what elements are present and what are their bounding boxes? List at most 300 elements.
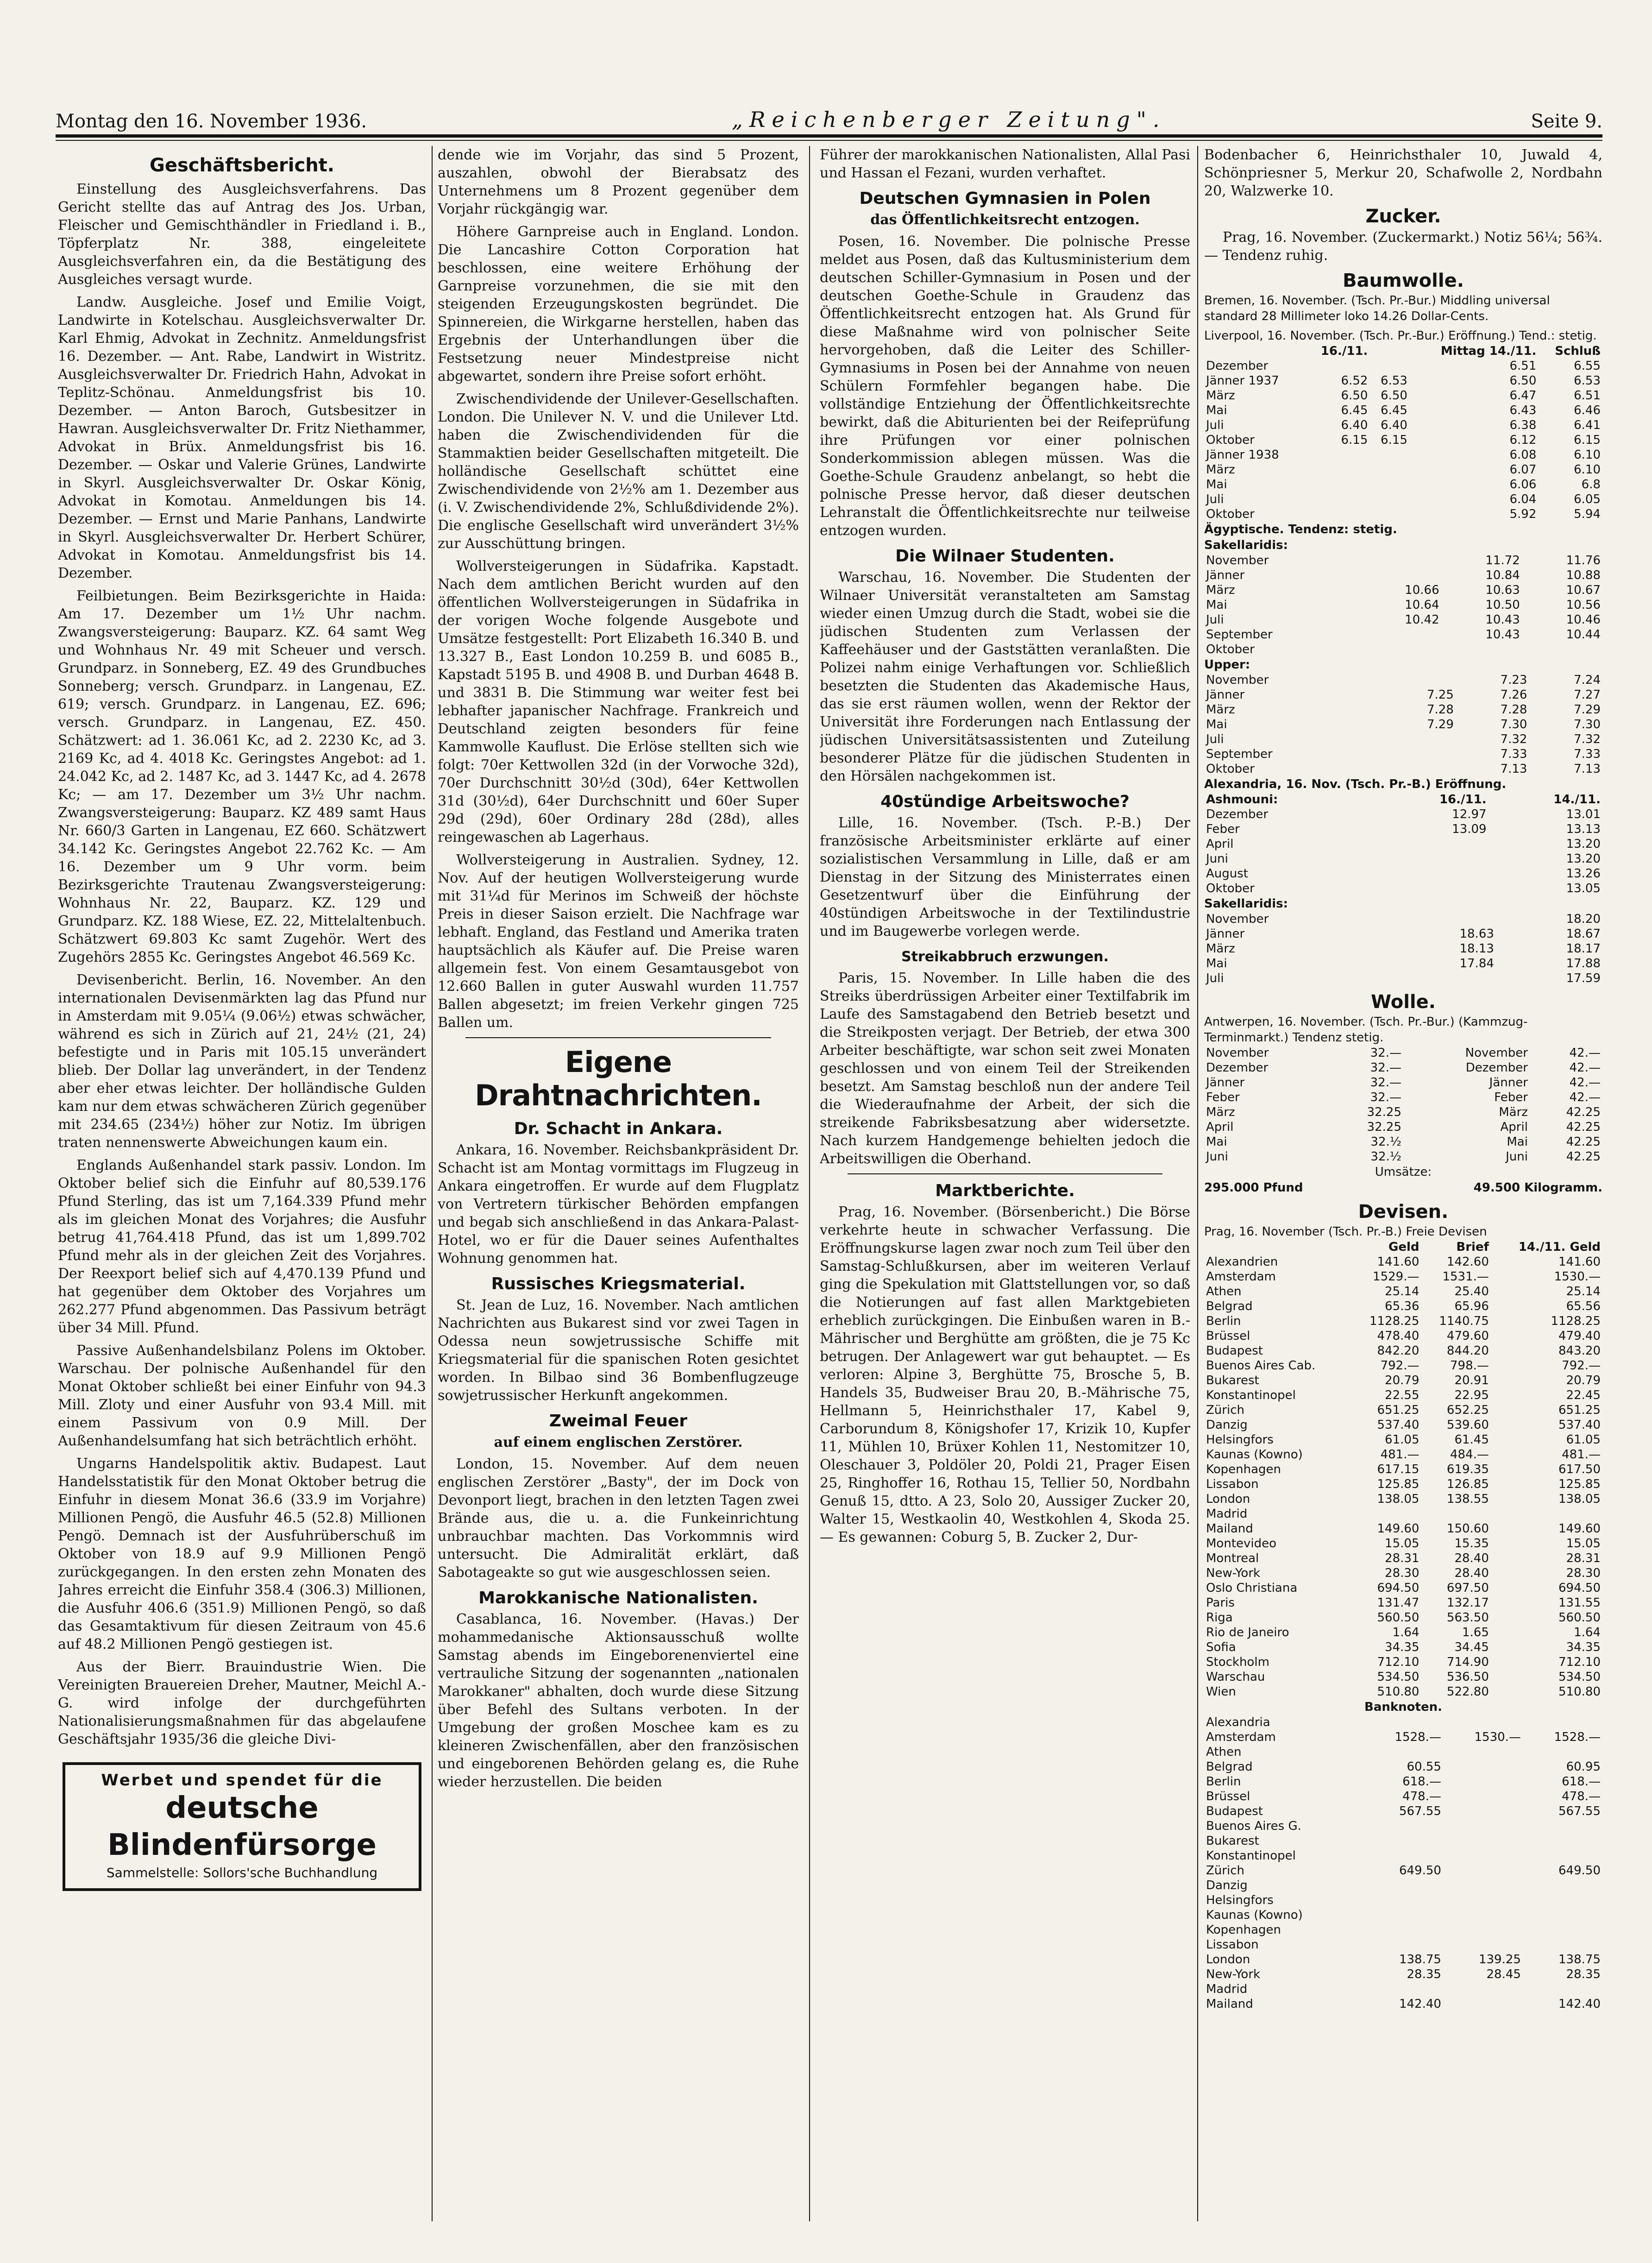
table-cell: November bbox=[1206, 912, 1269, 926]
article-text: Posen, 16. November. Die polnische Presse meldet aus Posen, daß das Kultusministerium dem deutschen Schiller-Gymnasium in Posen und der deutschen Goethe-Schule in Graudenz das Öffentlichkeitsrecht entzogen hat. Als Grund für diese Maßnahme wird von polnischer Seite hervorgehoben, daß die Leiter des Schiller-Gymnasiums in Posen bei der Annahme von neuen Schülern Formfehler begangen habe. Die vollständige Entziehung der Öffentlichkeitsrechte bewirkt, daß die Abiturienten bei der Reifeprüfung ihre Prüfungen vor einer polnischen Sonderkommission ablegen müssen. Was die Goethe-Schule Graudenz anbelangt, so hebt die polnische Presse hervor, daß dieser deutschen Lehranstalt die Öffentlichkeitsrechte nur teilweise entzogen wurden. bbox=[820, 233, 1190, 539]
table-row bbox=[1204, 1640, 1602, 1655]
table-row bbox=[1204, 612, 1602, 627]
table-cell: 13.20 bbox=[1566, 837, 1601, 851]
table-cell: Bukarest bbox=[1206, 1834, 1259, 1848]
table-cell: 138.05 bbox=[1558, 1492, 1601, 1506]
article-text: Paris, 15. November. In Lille haben die des Streiks überdrüssigen Arbeiter einer Textilfabrik im Laufe des Samstagabend den Betrieb besetzt und die Streikposten verjagt. Der Betrieb, der etwa 300 Arbeiter beschäftigte, war schon seit zwei Monaten geschlossen und von einem Teil der Streikenden besetzt. Am Samstag beschloß nun der andere Teil die Wiederaufnahme der Arbeit, der sich die streikende Fabriksbesatzung aber widersetzte. Nach kurzem Handgemenge behielten jedoch die Arbeitswilligen die Oberhand. bbox=[820, 970, 1190, 1167]
table-cell: 7.28 bbox=[1500, 703, 1527, 717]
table-cell bbox=[1369, 507, 1409, 522]
table-cell bbox=[1304, 462, 1369, 477]
article-paragraph: dende wie im Vorjahr, das sind 5 Prozent, auszahlen, obwohl der Bierabsatz des Unternehmens um 8 Prozent gegenüber dem Vorjahr rückgängig war. bbox=[438, 147, 799, 217]
table-cell: 560.50 bbox=[1558, 1611, 1601, 1625]
table-cell: Berlin bbox=[1206, 1314, 1241, 1328]
table-cell: 15.05 bbox=[1385, 1537, 1420, 1551]
table-cell: Mailand bbox=[1206, 1522, 1253, 1536]
table-cell bbox=[1363, 1848, 1443, 1863]
market-note: Antwerpen, 16. November. (Tsch. Pr.-Bur.) (Kammzug-Terminmarkt.) Tendenz stetig. bbox=[1204, 1015, 1528, 1045]
table-cell: Warschau bbox=[1206, 1670, 1265, 1684]
table-cell: 842.20 bbox=[1377, 1344, 1420, 1358]
table-row bbox=[1204, 1908, 1602, 1923]
table-cell: 6.53 bbox=[1574, 374, 1601, 388]
market-text: Prag, 16. November. (Zuckermarkt.) Notiz 56¼; 56¾. — Tendenz ruhig. bbox=[1204, 229, 1602, 264]
table-row bbox=[1204, 1952, 1602, 1967]
table-row bbox=[1204, 433, 1602, 448]
table-cell: 149.60 bbox=[1558, 1522, 1601, 1536]
table-cell: 649.50 bbox=[1558, 1864, 1601, 1878]
table-cell bbox=[1304, 359, 1369, 373]
table-cell bbox=[1441, 642, 1522, 657]
table-row bbox=[1204, 1774, 1602, 1789]
table-cell: 28.40 bbox=[1454, 1551, 1489, 1565]
table-cell: Helsingfors bbox=[1206, 1893, 1274, 1907]
table-row bbox=[1204, 1447, 1602, 1462]
table-cell: 6.50 bbox=[1509, 374, 1537, 388]
table-cell: 20.91 bbox=[1454, 1374, 1489, 1387]
table-cell bbox=[1382, 673, 1456, 687]
table-cell bbox=[1353, 553, 1361, 568]
table-cell bbox=[1373, 687, 1382, 702]
table-cell: Feber bbox=[1206, 822, 1240, 836]
table-cell: 6.40 bbox=[1381, 418, 1407, 432]
table-cell: November bbox=[1465, 1046, 1528, 1060]
table-row bbox=[1204, 1595, 1602, 1610]
table-cell bbox=[1304, 492, 1369, 507]
table-header bbox=[1204, 1240, 1602, 1254]
table-row bbox=[1204, 1730, 1602, 1745]
table-cell: 149.60 bbox=[1377, 1522, 1420, 1536]
table-header-cell: 16./11. bbox=[1439, 793, 1487, 807]
table-cell: 7.32 bbox=[1500, 732, 1527, 746]
table-cell: 6.46 bbox=[1574, 403, 1601, 417]
table-cell: März bbox=[1206, 389, 1235, 403]
table-cell: 6.38 bbox=[1509, 418, 1537, 432]
table-cell: 6.8 bbox=[1581, 478, 1601, 492]
table-cell bbox=[1523, 1923, 1602, 1937]
article-title: Marokkanische Nationalisten. bbox=[478, 1589, 758, 1607]
table-cell: 32.½ bbox=[1370, 1135, 1401, 1149]
table-row bbox=[1204, 1358, 1602, 1373]
table-cell: 651.25 bbox=[1558, 1403, 1601, 1417]
table-cell: Jänner bbox=[1206, 568, 1245, 582]
table-cell: 563.50 bbox=[1446, 1611, 1489, 1625]
table-cell: Juli bbox=[1206, 418, 1224, 432]
table-row bbox=[1204, 448, 1602, 462]
table-cell: April bbox=[1500, 1120, 1528, 1134]
table-cell bbox=[1353, 568, 1361, 583]
table-cell: 15.35 bbox=[1454, 1537, 1489, 1551]
table-row bbox=[1204, 1834, 1602, 1848]
table-cell: 652.25 bbox=[1446, 1403, 1489, 1417]
table-header-cell bbox=[1204, 344, 1304, 359]
alexandria-table bbox=[1204, 792, 1602, 896]
table-cell: 617.50 bbox=[1558, 1462, 1601, 1476]
table-cell: Oslo Christiana bbox=[1206, 1581, 1298, 1595]
table-cell: 141.60 bbox=[1558, 1255, 1601, 1269]
table-cell: Alexandrien bbox=[1206, 1255, 1278, 1269]
table-cell: 5.94 bbox=[1574, 507, 1601, 521]
table-cell: August bbox=[1206, 867, 1248, 881]
table-cell: 61.45 bbox=[1454, 1433, 1489, 1447]
article-subtitle: auf einem englischen Zerstörer. bbox=[494, 1434, 743, 1450]
table-row bbox=[1204, 1789, 1602, 1804]
header-date: Montag den 16. November 1936. bbox=[56, 111, 367, 132]
table-cell bbox=[1363, 1908, 1443, 1923]
table-cell: Mai bbox=[1206, 403, 1227, 417]
table-cell: 22.45 bbox=[1566, 1388, 1601, 1402]
table-row bbox=[1204, 807, 1602, 822]
table-cell: 567.55 bbox=[1558, 1804, 1601, 1818]
table-cell bbox=[1353, 642, 1361, 657]
table-cell: 481.— bbox=[1562, 1448, 1601, 1462]
table-cell: 1528.— bbox=[1554, 1730, 1601, 1744]
table-header-cell: 16./11. bbox=[1320, 344, 1368, 358]
table-cell: 6.45 bbox=[1381, 403, 1407, 417]
table-cell: 1128.25 bbox=[1369, 1314, 1420, 1328]
table-cell bbox=[1443, 1715, 1523, 1730]
table-row bbox=[1204, 1046, 1602, 1060]
table-cell: Juli bbox=[1206, 971, 1224, 985]
table-row bbox=[1204, 1684, 1602, 1699]
column-divider bbox=[1197, 146, 1198, 2221]
table-row bbox=[1204, 507, 1602, 522]
wolle-umsatz bbox=[1204, 1180, 1602, 1196]
table-cell: 694.50 bbox=[1558, 1581, 1601, 1595]
table-cell: Alexandria bbox=[1206, 1715, 1270, 1729]
table-cell: Zürich bbox=[1206, 1864, 1244, 1878]
table-cell: 534.50 bbox=[1558, 1670, 1601, 1684]
table-row bbox=[1204, 1745, 1602, 1759]
table-cell bbox=[1443, 1789, 1523, 1804]
table-cell: 42.25 bbox=[1566, 1150, 1601, 1164]
table-row bbox=[1204, 822, 1602, 837]
table-row bbox=[1204, 1329, 1602, 1343]
table-cell: 13.26 bbox=[1566, 867, 1601, 881]
table-cell: 17.88 bbox=[1566, 957, 1601, 971]
table-row bbox=[1204, 1343, 1602, 1358]
market-note: Liverpool, 16. November. (Tsch. Pr.-Bur.) Eröffnung.) Tend.: stetig. bbox=[1204, 329, 1597, 343]
table-row bbox=[1204, 1254, 1602, 1269]
table-cell bbox=[1351, 1507, 1421, 1521]
market-note: Alexandria, 16. Nov. (Tsch. Pr.-B.) Eröffnung. bbox=[1204, 777, 1507, 791]
table-cell: 7.23 bbox=[1500, 673, 1527, 687]
table-cell: 792.— bbox=[1380, 1359, 1420, 1373]
table-cell: 13.09 bbox=[1452, 822, 1487, 836]
table-header bbox=[1204, 792, 1602, 807]
table-cell: Oktober bbox=[1206, 643, 1255, 656]
table-cell: Mailand bbox=[1206, 1997, 1253, 2011]
table-row bbox=[1204, 1269, 1602, 1284]
table-cell bbox=[1443, 1863, 1523, 1878]
table-cell: Juli bbox=[1206, 492, 1224, 506]
table-cell: 712.10 bbox=[1558, 1655, 1601, 1669]
table-cell: September bbox=[1206, 747, 1273, 761]
table-row bbox=[1204, 747, 1602, 762]
table-cell: 138.75 bbox=[1558, 1953, 1601, 1967]
table-cell: Mai bbox=[1507, 1135, 1528, 1149]
table-cell: 61.05 bbox=[1385, 1433, 1420, 1447]
alexandria-sak-table bbox=[1204, 912, 1602, 986]
table-header-cell bbox=[1369, 344, 1409, 359]
market-note: Bremen, 16. November. (Tsch. Pr.-Bur.) Middling universal standard 28 Millimeter loko 14.26 Dollar-Cents. bbox=[1204, 294, 1550, 323]
table-row bbox=[1204, 1655, 1602, 1670]
table-cell bbox=[1363, 1745, 1443, 1759]
table-cell bbox=[1389, 912, 1496, 927]
table-cell bbox=[1373, 673, 1382, 687]
table-cell: Montevideo bbox=[1206, 1537, 1277, 1551]
table-row bbox=[1204, 1462, 1602, 1477]
table-cell bbox=[1523, 1908, 1602, 1923]
table-cell: Dezember bbox=[1465, 1061, 1528, 1075]
liverpool-table bbox=[1204, 344, 1602, 522]
article-paragraph: Bodenbacher 6, Heinrichsthaler 10, Juwald 4, Schönpriesner 5, Merkur 20, Schafwolle 2, Nordbahn 20, Walzwerke 10. bbox=[1204, 147, 1602, 199]
table-cell: 619.35 bbox=[1446, 1462, 1489, 1476]
table-cell bbox=[1373, 747, 1382, 762]
table-row bbox=[1204, 762, 1602, 776]
banknoten-table bbox=[1204, 1715, 1602, 2011]
table-cell: 1530.— bbox=[1554, 1270, 1601, 1284]
table-cell: März bbox=[1206, 583, 1235, 597]
table-cell bbox=[1369, 448, 1409, 462]
table-cell: 20.79 bbox=[1566, 1374, 1601, 1387]
table-cell bbox=[1443, 1759, 1523, 1774]
table-cell bbox=[1363, 1982, 1443, 1997]
table-cell: 132.17 bbox=[1446, 1596, 1489, 1610]
table-header-cell: Ashmouni: bbox=[1206, 793, 1278, 807]
table-cell: März bbox=[1206, 1105, 1235, 1119]
table-cell: 10.88 bbox=[1566, 568, 1601, 582]
table-cell bbox=[1523, 1982, 1602, 1997]
table-cell: Athen bbox=[1206, 1745, 1242, 1759]
article-paragraph: Führer der marokkanischen Nationalisten, Allal Pasi und Hassan el Fezani, wurden verhaftet. bbox=[820, 147, 1190, 181]
table-cell bbox=[1443, 1997, 1523, 2011]
devisen-table bbox=[1204, 1240, 1602, 1699]
table-cell: Brüssel bbox=[1206, 1790, 1250, 1803]
table-cell: Stockholm bbox=[1206, 1655, 1269, 1669]
table-cell bbox=[1360, 627, 1441, 642]
table-row bbox=[1204, 1418, 1602, 1432]
table-cell: 712.10 bbox=[1377, 1655, 1420, 1669]
table-cell: 125.85 bbox=[1377, 1477, 1420, 1491]
article-text: Lille, 16. November. (Tsch. P.-B.) Der französische Arbeitsminister erklärte auf einer sozialistischen Versammlung in Lille, daß er am Dienstag in der Sitzung des Ministerrates einen Gesetzentwurf über die Einführung der 40stündigen Arbeitswoche in der Textilindustrie und im Baugewerbe vorlegen werde. bbox=[820, 815, 1190, 939]
column-4 bbox=[1204, 146, 1602, 2231]
table-cell: 32.— bbox=[1370, 1046, 1401, 1060]
table-cell: 18.67 bbox=[1566, 927, 1601, 941]
table-cell: 10.44 bbox=[1566, 628, 1601, 642]
table-cell bbox=[1443, 1923, 1523, 1937]
table-cell: Brüssel bbox=[1206, 1329, 1250, 1343]
table-cell: Amsterdam bbox=[1206, 1730, 1276, 1744]
table-cell: 6.47 bbox=[1509, 389, 1537, 403]
article-text: Warschau, 16. November. Die Studenten der Wilnaer Universität veranstalteten am Samstag wieder einen Umzug durch die Stadt, wobei sie die jüdischen Studenten zum Verlassen der Kaffeehäuser und der Gaststätten veranlaßten. Die Polizei nahm einige Verhaftungen vor. Schließlich besetzten die Studenten das Akademische Haus, das sie erst räumen wollen, wenn der Rektor der Universität ihre Forderungen nach Entlassung der jüdischen Universitätsassistenten und Zuteilung besonderer Plätze für die jüdischen Studenten in den Hörsälen nachgekommen ist. bbox=[820, 569, 1190, 784]
table-cell: 537.40 bbox=[1558, 1418, 1601, 1432]
table-cell bbox=[1443, 1745, 1523, 1759]
table-cell: Bukarest bbox=[1206, 1374, 1259, 1387]
table-row bbox=[1204, 1373, 1602, 1388]
table-cell: Amsterdam bbox=[1206, 1270, 1276, 1284]
table-cell: 141.60 bbox=[1377, 1255, 1420, 1269]
table-cell: 42.— bbox=[1569, 1046, 1601, 1060]
table-cell: 18.63 bbox=[1459, 927, 1494, 941]
table-cell: Mai bbox=[1206, 478, 1227, 492]
table-row bbox=[1204, 1090, 1602, 1105]
table-cell: April bbox=[1206, 1120, 1234, 1134]
table-cell: 6.10 bbox=[1574, 463, 1601, 477]
table-row bbox=[1204, 492, 1602, 507]
ad-line-2: deutsche Blindenfürsorge bbox=[107, 1791, 377, 1862]
table-cell: März bbox=[1206, 463, 1235, 477]
table-cell bbox=[1382, 747, 1456, 762]
table-row bbox=[1204, 1878, 1602, 1893]
table-cell: 6.51 bbox=[1574, 389, 1601, 403]
article-paragraph: Höhere Garnpreise auch in England. London. Die Lancashire Cotton Corporation hat beschlossen, eine weitere Erhöhung der Garnpreise vorzunehmen, die sie mit den steigenden Erzeugungskosten begründet. Die Spinnereien, die Wirkgarne herstellen, haben das Ergebnis der Unterhandlungen über die Festsetzung neuer Mindestpreise nicht abgewartet, sondern ihre Preise sofort erhöht. bbox=[438, 224, 799, 385]
table-cell bbox=[1443, 1804, 1523, 1819]
table-cell: Jänner 1938 bbox=[1206, 448, 1279, 462]
table-cell: 28.31 bbox=[1385, 1551, 1420, 1565]
table-row bbox=[1204, 1284, 1602, 1299]
divider bbox=[848, 1173, 1162, 1174]
table-cell: 6.15 bbox=[1574, 433, 1601, 447]
table-cell: 539.60 bbox=[1446, 1418, 1489, 1432]
section-title: Geschäftsbericht. bbox=[150, 155, 334, 176]
table-cell: 6.07 bbox=[1509, 463, 1537, 477]
table-cell bbox=[1523, 1819, 1602, 1834]
table-cell: Juni bbox=[1206, 852, 1228, 866]
table-cell: Konstantinopel bbox=[1206, 1849, 1296, 1863]
table-cell: Dezember bbox=[1206, 359, 1269, 373]
table-cell: 7.30 bbox=[1574, 718, 1601, 731]
table-cell: 11.72 bbox=[1485, 554, 1520, 567]
table-cell bbox=[1523, 1878, 1602, 1893]
table-cell bbox=[1443, 1774, 1523, 1789]
table-cell: 7.25 bbox=[1426, 688, 1454, 702]
table-cell: Helsingfors bbox=[1206, 1433, 1274, 1447]
header-rule-thin bbox=[56, 140, 1602, 141]
table-cell bbox=[1360, 553, 1441, 568]
table-cell: 10.64 bbox=[1405, 598, 1439, 612]
table-cell: Madrid bbox=[1206, 1507, 1248, 1521]
table-row bbox=[1204, 1075, 1602, 1090]
table-cell: 6.45 bbox=[1341, 403, 1368, 417]
market-note: Upper: bbox=[1204, 658, 1250, 672]
table-cell: 32.— bbox=[1370, 1091, 1401, 1104]
table-cell: 6.10 bbox=[1574, 448, 1601, 462]
table-cell: 6.04 bbox=[1509, 492, 1537, 506]
table-cell: 142.60 bbox=[1446, 1255, 1489, 1269]
column-2 bbox=[438, 146, 799, 2231]
table-cell bbox=[1523, 1745, 1602, 1759]
table-cell bbox=[1523, 1834, 1602, 1848]
table-cell: Jänner bbox=[1206, 1076, 1245, 1090]
table-cell: Juli bbox=[1206, 732, 1224, 746]
table-cell: New-York bbox=[1206, 1967, 1261, 1981]
table-cell: 1.64 bbox=[1392, 1626, 1420, 1639]
table-row bbox=[1204, 462, 1602, 477]
table-cell: Mai bbox=[1206, 718, 1227, 731]
table-cell: 1.65 bbox=[1462, 1626, 1489, 1639]
table-cell bbox=[1373, 702, 1382, 717]
table-cell: 28.45 bbox=[1486, 1967, 1521, 1981]
table-cell: Mai bbox=[1206, 957, 1227, 971]
table-cell: 131.47 bbox=[1377, 1596, 1420, 1610]
table-cell: Oktober bbox=[1206, 762, 1255, 776]
table-cell bbox=[1353, 627, 1361, 642]
table-cell: 131.55 bbox=[1558, 1596, 1601, 1610]
table-cell: 34.35 bbox=[1566, 1640, 1601, 1654]
table-cell: 42.— bbox=[1569, 1076, 1601, 1090]
table-cell: Paris bbox=[1206, 1596, 1235, 1610]
table-cell: 1140.75 bbox=[1439, 1314, 1489, 1328]
table-cell bbox=[1353, 583, 1361, 598]
table-row bbox=[1204, 642, 1602, 657]
table-cell: 522.80 bbox=[1446, 1685, 1489, 1699]
table-cell: 6.43 bbox=[1509, 403, 1537, 417]
header-rule bbox=[56, 134, 1602, 138]
table-cell bbox=[1363, 1937, 1443, 1952]
table-cell: 1528.— bbox=[1394, 1730, 1441, 1744]
table-row bbox=[1204, 373, 1602, 388]
table-row bbox=[1204, 1715, 1602, 1730]
table-row bbox=[1204, 687, 1602, 702]
table-cell: 649.50 bbox=[1399, 1864, 1441, 1878]
market-note: Sakellaridis: bbox=[1204, 538, 1288, 552]
table-cell: 567.55 bbox=[1399, 1804, 1441, 1818]
table-cell: Riga bbox=[1206, 1611, 1233, 1625]
table-cell: 10.46 bbox=[1566, 613, 1601, 627]
table-cell: 6.08 bbox=[1509, 448, 1537, 462]
table-header-cell: Brief bbox=[1456, 1240, 1489, 1254]
table-cell: 6.50 bbox=[1341, 389, 1368, 403]
table-row bbox=[1204, 1819, 1602, 1834]
table-cell bbox=[1523, 1715, 1602, 1730]
table-cell: 843.20 bbox=[1558, 1344, 1601, 1358]
table-cell: Oktober bbox=[1206, 433, 1255, 447]
table-cell: 7.33 bbox=[1574, 747, 1601, 761]
table-cell bbox=[1363, 1878, 1443, 1893]
market-heading: Devisen. bbox=[1358, 1201, 1449, 1223]
table-row bbox=[1204, 1135, 1602, 1149]
table-cell: Kaunas (Kowno) bbox=[1206, 1448, 1303, 1462]
table-cell: 138.75 bbox=[1399, 1953, 1441, 1967]
table-cell: 28.35 bbox=[1407, 1967, 1441, 1981]
table-cell: 6.40 bbox=[1341, 418, 1368, 432]
table-cell: 10.84 bbox=[1485, 568, 1520, 582]
table-row bbox=[1204, 1566, 1602, 1581]
table-cell: November bbox=[1206, 1046, 1269, 1060]
table-cell: 651.25 bbox=[1377, 1403, 1420, 1417]
table-cell: 6.15 bbox=[1381, 433, 1407, 447]
upper-table bbox=[1204, 673, 1602, 776]
table-header-cell: Schluß bbox=[1555, 344, 1601, 358]
article-paragraph: Feilbietungen. Beim Bezirksgerichte in Haida: Am 17. Dezember um 1½ Uhr nachm. Zwangsversteigerung: Bauparz. KZ. 64 samt Weg und Wohnhaus Nr. 49 mit Scheuer und versch. Grundparz. in Sonneberg, EZ. 49 des Grundbuches Sonneberg; versch. Grundparz. in Langenau, EZ. 619; versch. Grundparz. in Langenau, EZ. 696; versch. Grundparz. in Langenau, EZ. 450. Schätzwert: ad 1. 36.061 Kc, ad 2. 2230 Kc, ad 3. 2169 Kc, ad 4. 4018 Kc. Geringstes Angebot: ad 1. 24.042 Kc, ad 2. 1487 Kc, ad 3. 1447 Kc, ad 4. 2678 Kc; — am 17. Dezember um 3½ Uhr nachm. Zwangsversteigerung: Bauparz. KZ 489 samt Haus Nr. 660/3 Garten in Langenau, EZ 660. Schätzwert 34.142 Kc. Geringstes Angebot 22.762 Kc. — Am 16. Dezember um 9 Uhr vorm. beim Bezirksgerichte Trautenau Zwangsversteigerung: Wohnhaus Nr. 22, Bauparz. KZ. 129 und Grundparz. KZ. 188 Wiese, EZ. 22, Mittelaltenbuch. Schätzwert 69.803 Kc samt Zugehör. Wert des Zugehörs 2855 Kc. Geringstes Angebot 46.569 Kc. bbox=[58, 588, 426, 965]
article-title: Die Wilnaer Studenten. bbox=[895, 547, 1115, 566]
table-row bbox=[1204, 941, 1602, 956]
table-row bbox=[1204, 1149, 1602, 1164]
table-cell: Zürich bbox=[1206, 1403, 1244, 1417]
article-paragraph: Einstellung des Ausgleichsverfahrens. Das Gericht stellte das auf Antrag des Jos. Urban, Fleischer und Gemischthändler in Friedland i. B., Töpferplatz Nr. 388, eingeleitete Ausgleichsverfahren ein, da die Bestätigung des Ausgleiches versagt wurde. bbox=[58, 181, 426, 288]
article-title: Dr. Schacht in Ankara. bbox=[514, 1119, 723, 1138]
table-cell: Budapest bbox=[1206, 1804, 1263, 1818]
table-cell: 694.50 bbox=[1377, 1581, 1420, 1595]
table-row bbox=[1204, 1893, 1602, 1908]
table-cell: 7.30 bbox=[1500, 718, 1527, 731]
table-row bbox=[1204, 1937, 1602, 1952]
table-cell: 142.40 bbox=[1558, 1997, 1601, 2011]
table-row bbox=[1204, 1388, 1602, 1403]
table-cell: Jänner bbox=[1206, 688, 1245, 702]
table-row bbox=[1204, 583, 1602, 598]
article-text: London, 15. November. Auf dem neuen englischen Zerstörer „Basty", der im Dock von Devonport liegt, brachen in den letzten Tagen zwei Brände aus, die u. a. die Funkeinrichtung unbrauchbar machten. Das Vorkommnis wird untersucht. Die Admiralität erklärt, daß Sabotageakte so gut wie ausgeschlossen seien. bbox=[438, 1456, 799, 1581]
article-text: Prag, 16. November. (Börsenbericht.) Die Börse verkehrte heute in schwacher Verfassung. Die Eröffnungskurse lagen zwar noch zum Teil über den Samstag-Schlußkursen, aber im weiteren Verlauf ging die Spekulation mit Glattstellungen vor, so daß die Notierungen auf fast allen Marktgebieten erheblich zurückgingen. Die Einbußen waren in B.-Mährischer und Berghütte am größten, die je 75 Kc betrugen. Der Anlagewert war gut behauptet. — Es verloren: Alpine 3, Berghütte 75, Brosche 5, B. Handels 35, Budweiser Brau 20, B.-Mährische 75, Hellmann 5, Heinrichsthaler 17, Kabel 9, Carborundum 8, Königshofer 17, Krizik 10, Kupfer 11, Mühlen 10, Brüxer Kohlen 11, Nestomitzer 10, Oleschauer 3, Poldöler 20, Poldi 21, Prager Eisen 25, Ringhoffer 16, Rothau 15, Tellier 50, Nordbahn Genuß 15, dtto. A 23, Solo 20, Aussiger Zucker 20, Walter 15, Westkaolin 40, Westkohlen 4, Skoda 25. — Es gewannen: Coburg 5, B. Zucker 2, Dur- bbox=[820, 1204, 1190, 1545]
